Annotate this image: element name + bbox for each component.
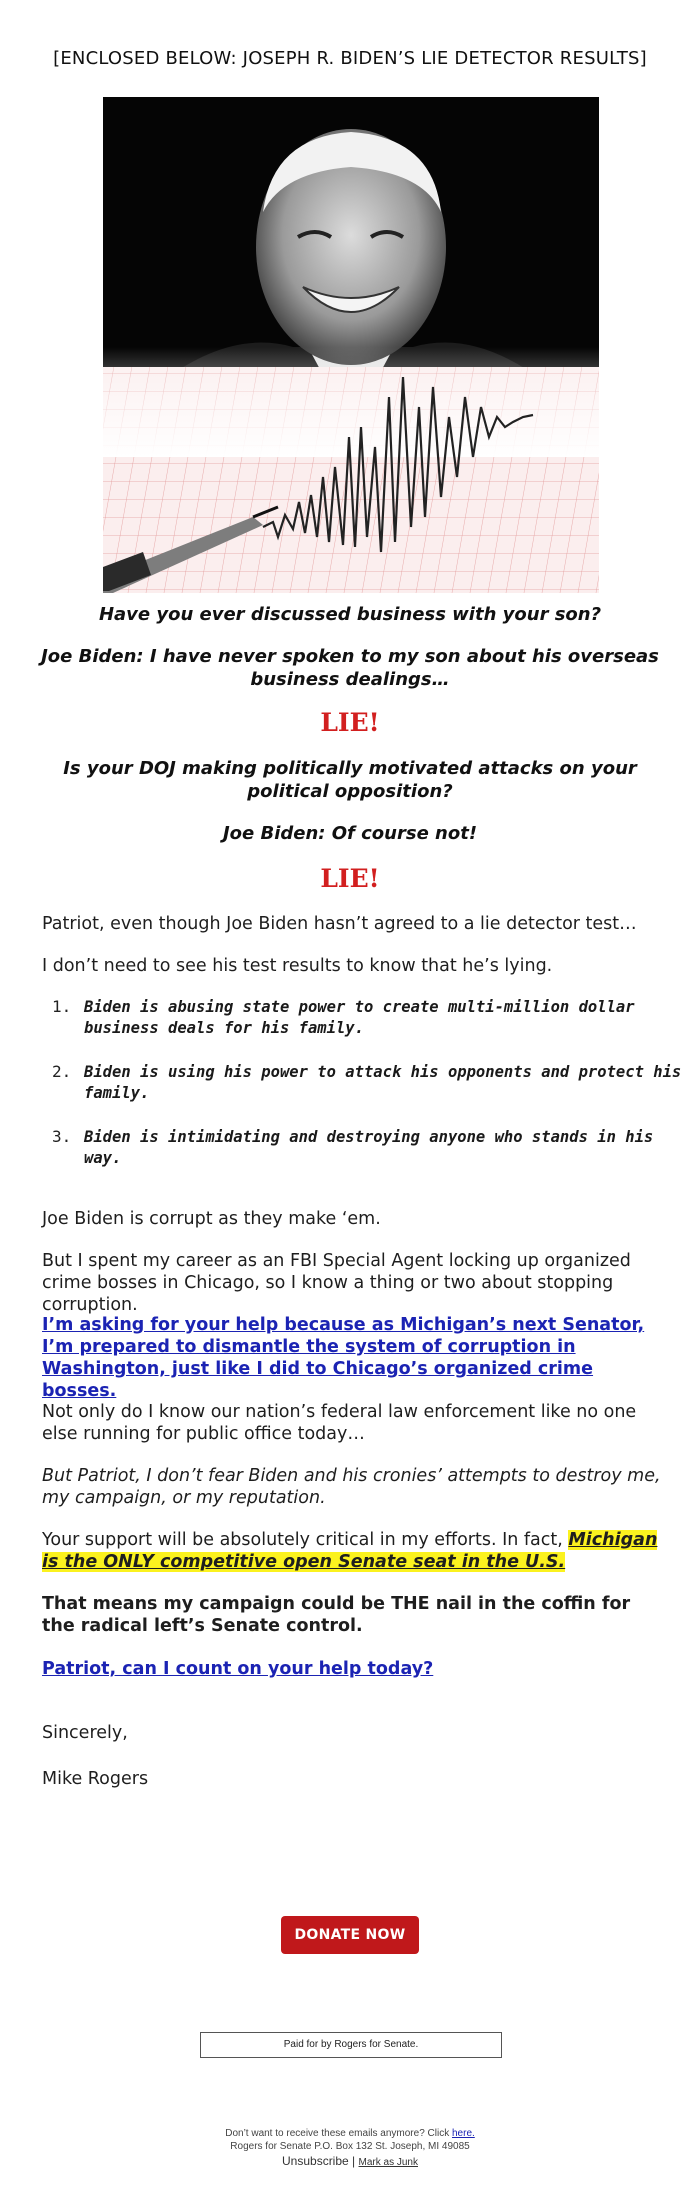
paid-for-disclaimer: Paid for by Rogers for Senate. <box>200 2032 502 2058</box>
paragraph-fbi: But I spent my career as an FBI Special Agent locking up organized crime bosses in Chicago, so I know a thing or two about stopping corruption. <box>42 1251 631 1315</box>
list-text: Biden is using his power to attack his opponents and protect his family. <box>84 1063 682 1102</box>
lie-detector-photo <box>103 97 599 593</box>
paragraph-nail-in-coffin: That means my campaign could be THE nail in the coffin for the radical left’s Senate control. <box>42 1594 631 1636</box>
lie-label-1: LIE! <box>320 708 380 737</box>
unsubscribe-notice <box>0 2128 700 2139</box>
highlighted-text: Michigan is the ONLY competitive open Senate seat in the U.S. <box>42 1530 658 1572</box>
answer-2: Joe Biden: Of course not! <box>222 823 478 844</box>
help-link[interactable]: I’m asking for your help because as Michigan’s next Senator, I’m prepared to dismantle the system of corruption in Washington, just like I did to Chicago’s organized crime bosses. <box>42 1315 645 1401</box>
enclosed-header: [ENCLOSED BELOW: JOSEPH R. BIDEN’S LIE DETECTOR RESULTS] <box>53 48 647 69</box>
question-2: Is your DOJ making politically motivated attacks on your political opposition? <box>63 758 637 802</box>
count-on-you-paragraph <box>42 1658 662 1680</box>
list-number: 3. <box>52 1127 72 1146</box>
paragraph-support <box>42 1529 662 1573</box>
mailing-address: Rogers for Senate P.O. Box 132 St. Joseph, MI 49085 <box>230 2141 470 2152</box>
list-number: 1. <box>52 997 72 1016</box>
list-text: Biden is intimidating and destroying anyone who stands in his way. <box>84 1128 654 1167</box>
paragraph-no-fear: But Patriot, I don’t fear Biden and his cronies’ attempts to destroy me, my campaign, or my reputation. <box>42 1466 661 1508</box>
donate-link-paragraph <box>42 1314 662 1402</box>
footer-actions <box>0 2154 700 2168</box>
list-number: 2. <box>52 1062 72 1081</box>
lie-label-2: LIE! <box>320 864 380 893</box>
support-text: Your support will be absolutely critical in my efforts. In fact, <box>42 1530 569 1550</box>
unsubscribe-link[interactable]: Unsubscribe <box>282 2154 349 2168</box>
question-1: Have you ever discussed business with your son? <box>98 604 602 625</box>
answer-1: Joe Biden: I have never spoken to my son about his overseas business dealings… <box>41 646 659 690</box>
paragraph-law-enforcement: Not only do I know our nation’s federal law enforcement like no one else running for public office today… <box>42 1402 637 1444</box>
unsubscribe-here-link[interactable]: here. <box>451 2128 475 2139</box>
list-text: Biden is abusing state power to create multi-million dollar business deals for his family. <box>84 998 635 1037</box>
paragraph-intro: Patriot, even though Joe Biden hasn’t agreed to a lie detector test… <box>42 914 637 934</box>
paragraph-results: I don’t need to see his test results to know that he’s lying. <box>42 956 553 976</box>
donate-button[interactable]: DONATE NOW <box>281 1916 419 1954</box>
footer-separator: | <box>352 2154 356 2168</box>
mark-as-junk-link[interactable]: Mark as Junk <box>358 2157 418 2168</box>
unsubscribe-prefix: Don’t want to receive these emails anymore? Click <box>225 2128 452 2139</box>
count-on-you-link[interactable]: Patriot, can I count on your help today? <box>42 1659 434 1679</box>
signature: Mike Rogers <box>42 1769 149 1789</box>
paragraph-corrupt: Joe Biden is corrupt as they make ‘em. <box>42 1209 381 1229</box>
signoff: Sincerely, <box>42 1723 128 1743</box>
